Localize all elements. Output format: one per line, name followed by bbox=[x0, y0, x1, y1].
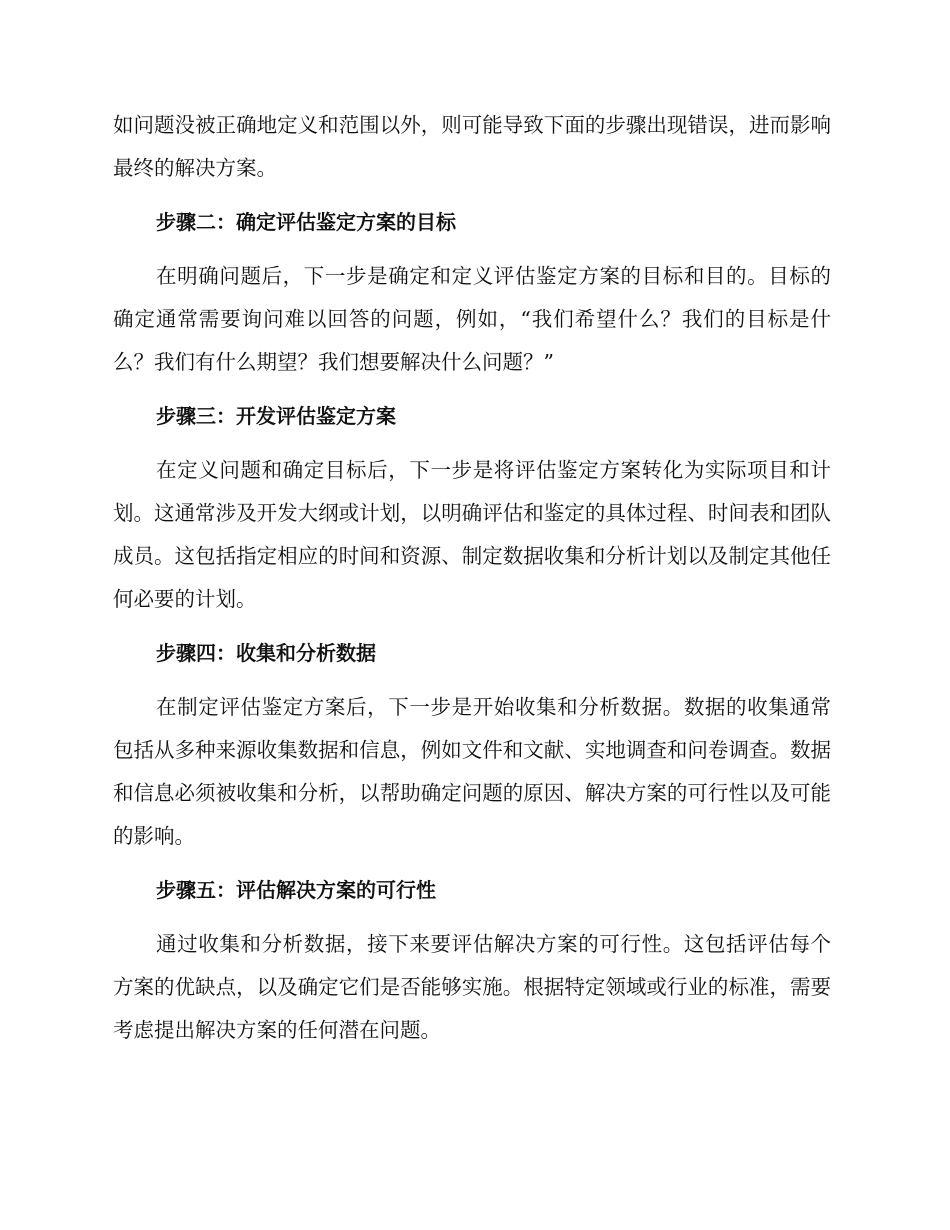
section-body-step-5: 通过收集和分析数据，接下来要评估解决方案的可行性。这包括评估每个方案的优缺点，以及确定它们是否能够实施。根据特定领域或行业的标准，需要考虑提出解决方案的任何潜在问题。 bbox=[113, 932, 831, 1042]
section-body-step-2: 在明确问题后，下一步是确定和定义评估鉴定方案的目标和目的。目标的确定通常需要询问难以回答的问题，例如，“我们希望什么？我们的目标是什么？我们有什么期望？我们想要解决什么问题？” bbox=[113, 264, 831, 374]
section-heading-step-2: 步骤二：确定评估鉴定方案的目标 bbox=[156, 210, 456, 234]
intro-paragraph: 如问题没被正确地定义和范围以外，则可能导致下面的步骤出现错误，进而影响最终的解决方案。 bbox=[113, 113, 831, 180]
document-page bbox=[113, 104, 831, 1052]
section-heading-step-3: 步骤三：开发评估鉴定方案 bbox=[156, 404, 396, 428]
section-heading-step-4: 步骤四：收集和分析数据 bbox=[156, 641, 376, 665]
section-body-step-4: 在制定评估鉴定方案后，下一步是开始收集和分析数据。数据的收集通常包括从多种来源收集数据和信息，例如文件和文献、实地调查和问卷调查。数据和信息必须被收集和分析，以帮助确定问题的原因、解决方案的可行性以及可能的影响。 bbox=[113, 695, 831, 848]
section-heading-step-5: 步骤五：评估解决方案的可行性 bbox=[156, 878, 436, 902]
section-body-step-3: 在定义问题和确定目标后，下一步是将评估鉴定方案转化为实际项目和计划。这通常涉及开发大纲或计划，以明确评估和鉴定的具体过程、时间表和团队成员。这包括指定相应的时间和资源、制定数据收集和分析计划以及制定其他任何必要的计划。 bbox=[113, 458, 831, 611]
